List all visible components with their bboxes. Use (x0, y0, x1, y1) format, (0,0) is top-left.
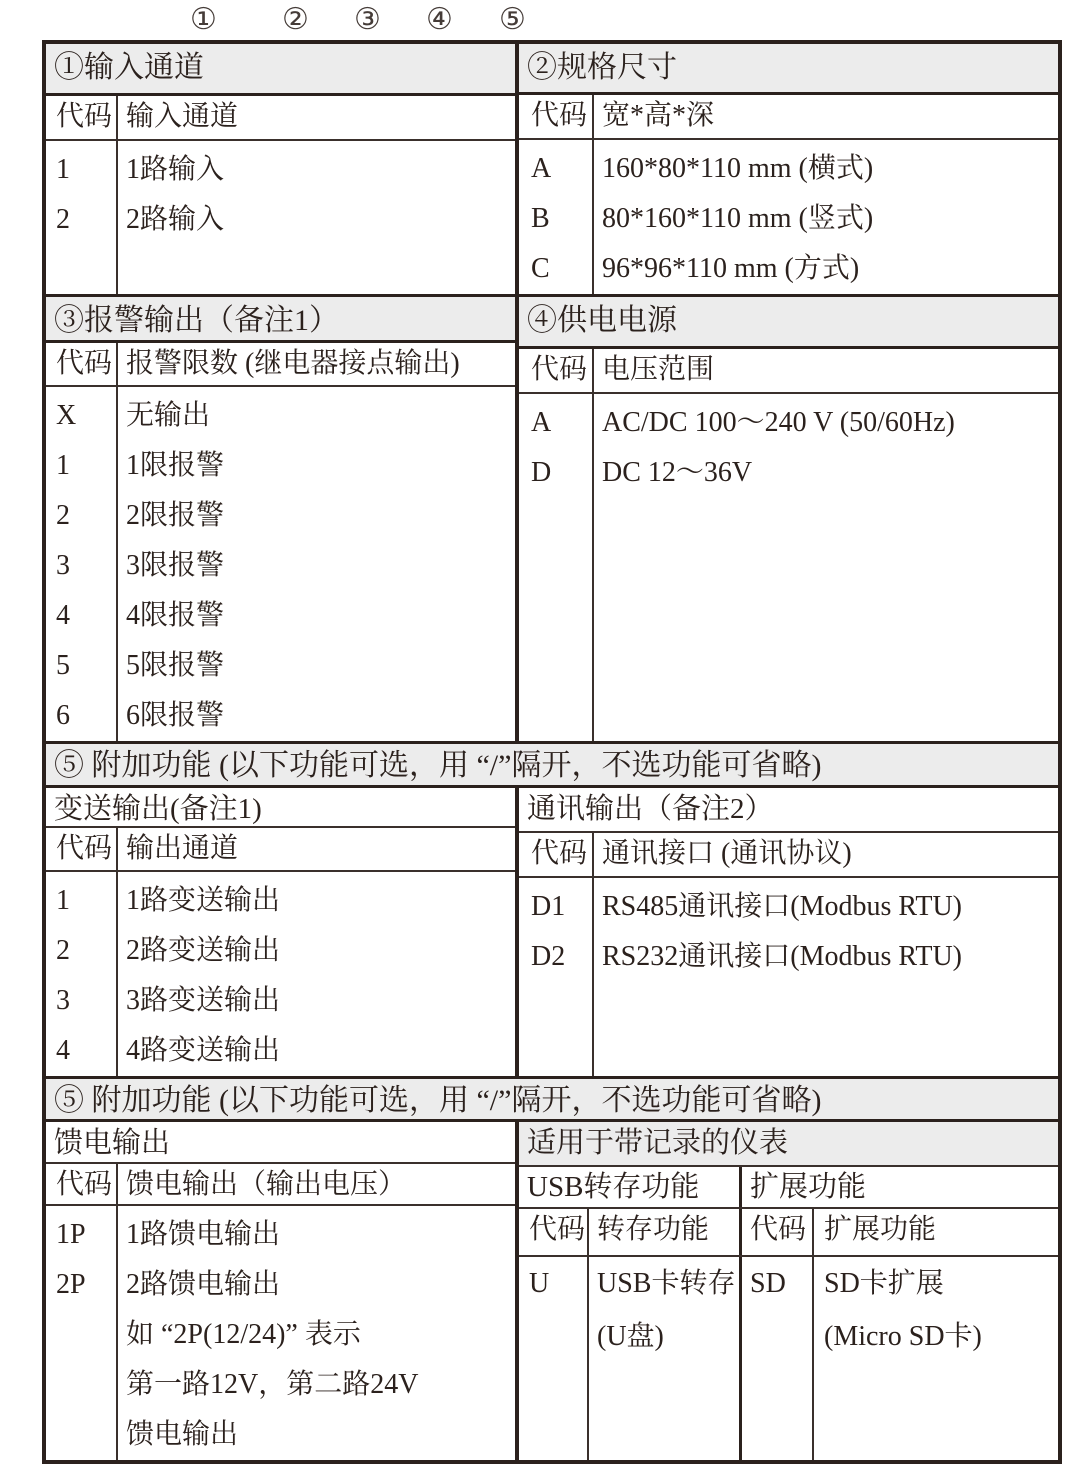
section-alarm-output (46, 297, 519, 741)
circled-digit-1: ① (190, 2, 217, 37)
desc-column (594, 140, 1058, 294)
section-title-input-channel: ①输入通道 (46, 44, 515, 96)
desc-cell: RS485通讯接口(Modbus RTU) (602, 890, 963, 922)
code-cell: 1 (56, 884, 70, 916)
desc-cell: 1路输入 (126, 154, 225, 185)
desc-cell: 3限报警 (126, 550, 225, 581)
desc-cell: 4路变送输出 (126, 1034, 281, 1066)
code-cell: 2 (56, 500, 70, 531)
section-row-1 (46, 44, 1058, 294)
col-header-code: 代码 (519, 349, 594, 392)
code-column (742, 1257, 814, 1460)
desc-cell: 80*160*110 mm (竖式) (602, 203, 874, 234)
desc-cell: DC 12～36V (602, 457, 753, 488)
code-column (46, 1206, 118, 1460)
code-cell: D2 (531, 940, 566, 972)
desc-cell: USB卡转存 (597, 1268, 736, 1299)
col-header-transfer-function: 转存功能 (589, 1209, 742, 1255)
desc-cell: 1路馈电输出 (126, 1219, 281, 1250)
col-header-output-channel: 输出通道 (126, 832, 239, 864)
col-header-code: 代码 (519, 833, 594, 876)
circled-digit-5: ⑤ (499, 2, 526, 37)
desc-column (594, 394, 1058, 741)
desc-cell: 2路输入 (126, 204, 225, 235)
code-column (519, 878, 594, 1076)
desc-cell: 5限报警 (126, 650, 225, 681)
desc-cell: (U盘) (597, 1321, 664, 1352)
desc-cell: 无输出 (126, 400, 211, 431)
section-power-supply (519, 297, 1058, 741)
subsection-title-recording-instrument: 适用于带记录的仪表 (519, 1122, 1058, 1167)
circled-digit-2: ② (282, 2, 309, 37)
section-row-3 (46, 788, 1058, 1076)
code-cell: 1 (56, 154, 70, 185)
desc-cell: 96*96*110 mm (方式) (602, 253, 860, 284)
section-transmit-output (46, 788, 519, 1076)
code-cell: U (529, 1268, 550, 1299)
code-column (46, 387, 118, 741)
col-header-comm-interface: 通讯接口 (通讯协议) (602, 837, 852, 869)
desc-cell: 1限报警 (126, 450, 225, 481)
col-header-code: 代码 (46, 343, 118, 385)
col-header-input-channel: 输入通道 (126, 101, 239, 132)
code-cell: A (531, 407, 552, 438)
code-column (519, 1257, 589, 1460)
code-column (46, 141, 118, 294)
section-row-4 (46, 1122, 1058, 1460)
subsection-title-feed-output: 馈电输出 (46, 1122, 515, 1164)
desc-cell: AC/DC 100～240 V (50/60Hz) (602, 407, 955, 438)
desc-column (118, 1206, 515, 1460)
desc-cell: 6限报警 (126, 700, 225, 731)
col-header-feed-output: 馈电输出（输出电压） (126, 1169, 407, 1200)
code-cell: 4 (56, 600, 70, 631)
desc-cell: 4限报警 (126, 600, 225, 631)
code-cell: C (531, 253, 550, 284)
desc-cell: SD卡扩展 (824, 1268, 944, 1299)
code-column (519, 394, 594, 741)
code-column (46, 872, 118, 1076)
band-additional-functions-2: ⑤ 附加功能 (以下功能可选，用 “/”隔开，不选功能可省略) (46, 1076, 1058, 1123)
subsection-title-transmit-output: 变送输出(备注1) (46, 788, 515, 828)
section-row-2 (46, 294, 1058, 741)
code-column (519, 140, 594, 294)
code-cell: 2P (56, 1269, 86, 1300)
desc-cell: 1路变送输出 (126, 884, 281, 916)
code-cell: 6 (56, 700, 70, 731)
code-cell: 1P (56, 1219, 86, 1250)
section-feed-output (46, 1122, 519, 1460)
group-header-usb-transfer: USB转存功能 (519, 1167, 742, 1207)
col-header-alarm-limits: 报警限数 (继电器接点输出) (126, 348, 460, 379)
code-cell: D (531, 457, 552, 488)
desc-cell: 3路变送输出 (126, 984, 281, 1016)
desc-column (594, 878, 1058, 1076)
circled-digit-4: ④ (426, 2, 453, 37)
col-header-code: 代码 (742, 1209, 814, 1255)
section-communication-output (519, 788, 1058, 1076)
band-additional-functions-1: ⑤ 附加功能 (以下功能可选，用 “/”隔开，不选功能可省略) (46, 741, 1058, 788)
code-cell: 1 (56, 450, 70, 481)
section-title-alarm-output: ③报警输出（备注1） (46, 297, 515, 343)
desc-column (814, 1257, 1058, 1460)
code-cell: X (56, 400, 77, 431)
ordering-table (42, 40, 1062, 1464)
desc-column (118, 141, 515, 294)
code-cell: B (531, 203, 550, 234)
col-header-code: 代码 (519, 95, 594, 138)
col-header-expansion-function: 扩展功能 (824, 1214, 937, 1245)
desc-note: 如 “2P(12/24)” 表示 (126, 1319, 361, 1350)
section-dimensions (519, 44, 1058, 294)
desc-column (589, 1257, 742, 1460)
code-cell: 3 (56, 984, 70, 1016)
code-cell: 2 (56, 934, 70, 966)
section-input-channel (46, 44, 519, 294)
code-cell: 4 (56, 1034, 70, 1066)
col-header-voltage-range: 电压范围 (602, 354, 715, 385)
col-header-code: 代码 (46, 96, 118, 139)
model-code-markers (0, 2, 1080, 40)
col-header-code: 代码 (519, 1209, 589, 1255)
code-cell: SD (750, 1268, 786, 1299)
subsection-title-communication-output: 通讯输出（备注2） (519, 788, 1058, 833)
circled-digit-3: ③ (354, 2, 381, 37)
desc-cell: 160*80*110 mm (横式) (602, 153, 874, 184)
desc-cell: 2路馈电输出 (126, 1269, 281, 1300)
code-cell: 5 (56, 650, 70, 681)
col-header-code: 代码 (46, 828, 118, 870)
col-header-dimensions: 宽*高*深 (602, 100, 715, 132)
code-cell: 3 (56, 550, 70, 581)
section-title-dimensions: ②规格尺寸 (519, 44, 1058, 95)
desc-cell: 2限报警 (126, 500, 225, 531)
code-cell: D1 (531, 890, 566, 922)
desc-note: 第一路12V，第二路24V (126, 1369, 419, 1400)
group-header-expansion: 扩展功能 (750, 1171, 867, 1203)
code-cell: 2 (56, 204, 70, 235)
code-cell: A (531, 153, 552, 184)
section-title-power-supply: ④供电电源 (519, 297, 1058, 349)
desc-column (118, 872, 515, 1076)
section-recording-instrument (519, 1122, 1058, 1460)
desc-cell: RS232通讯接口(Modbus RTU) (602, 940, 963, 972)
desc-cell: (Micro SD卡) (824, 1321, 982, 1352)
col-header-code: 代码 (46, 1164, 118, 1204)
desc-column (118, 387, 515, 741)
desc-cell: 2路变送输出 (126, 934, 281, 966)
desc-note: 馈电输出 (126, 1419, 239, 1450)
